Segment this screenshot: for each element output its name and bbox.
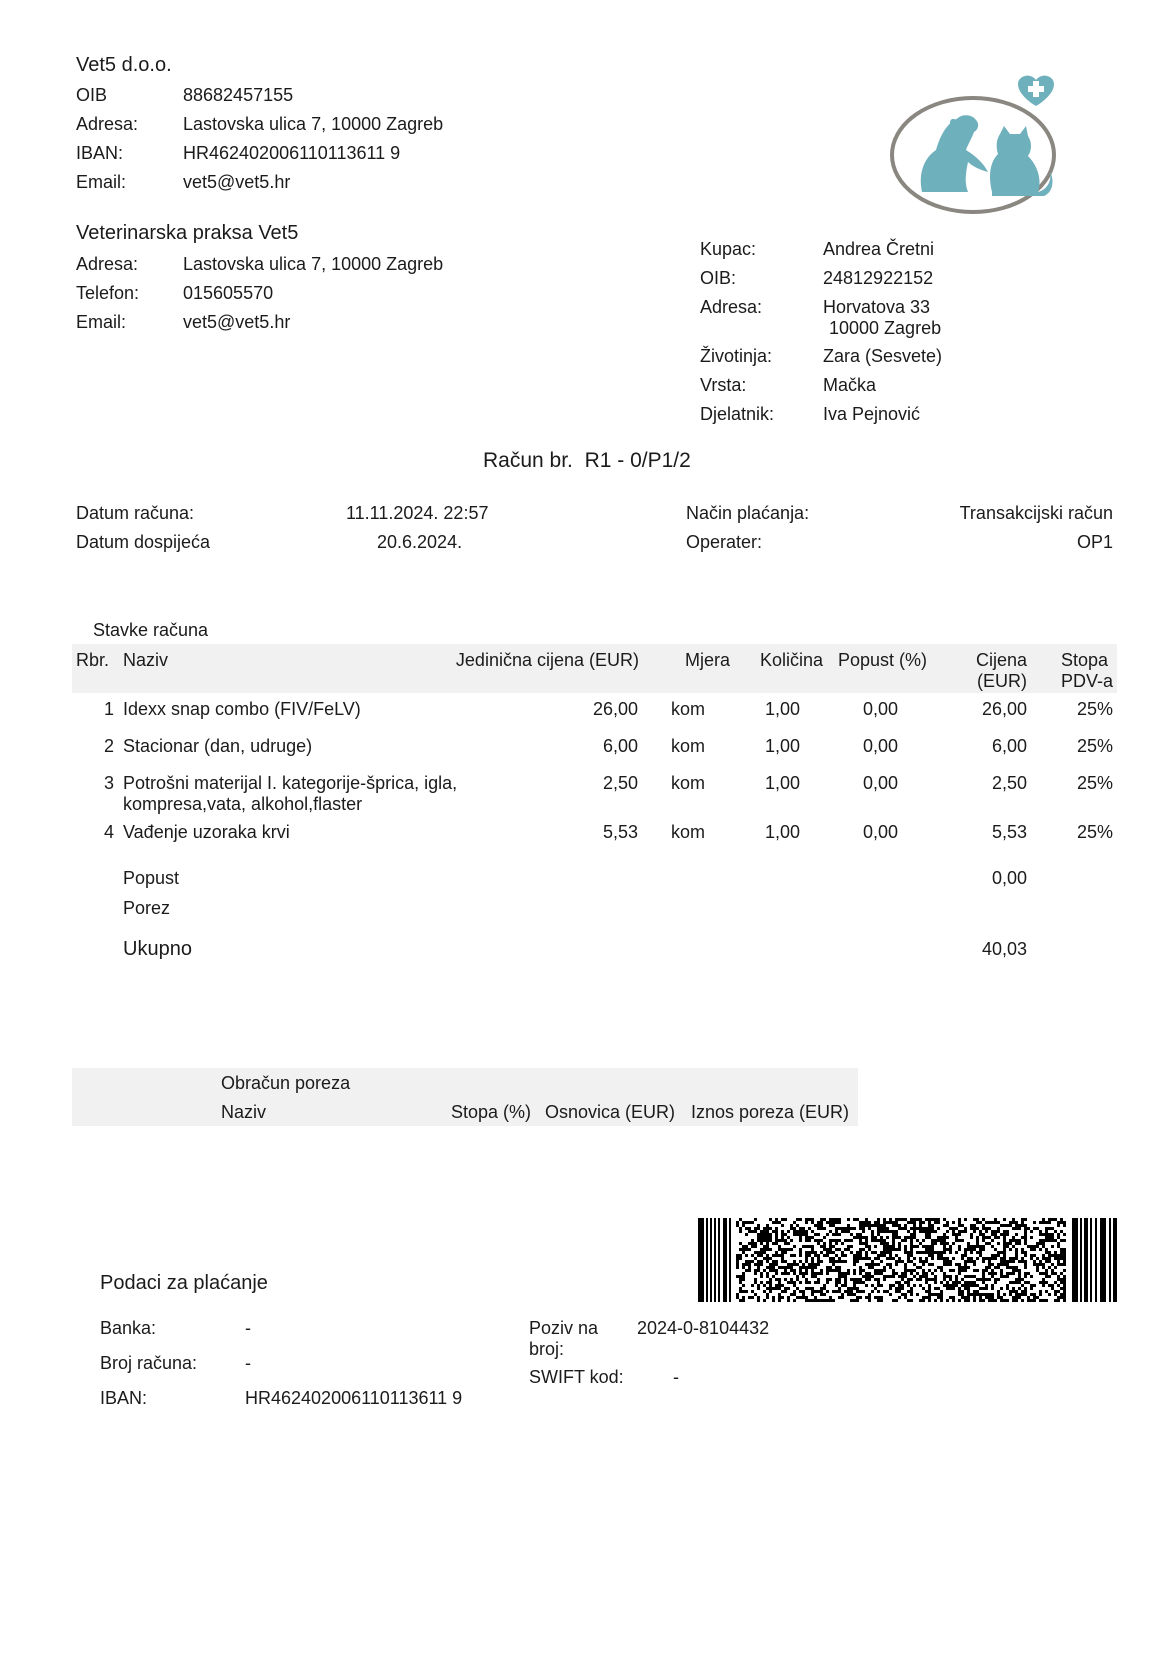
dog-cat-logo-icon (888, 74, 1063, 216)
operator-label: Operater: (686, 532, 763, 552)
discount-total-label: Popust (123, 868, 180, 888)
discount-total-value: 0,00 (991, 868, 1027, 888)
row-rbr: 3 (103, 773, 114, 793)
customer-name-label: Kupac: (700, 239, 757, 259)
invoice-title (483, 449, 691, 473)
col-header-unit-price: Jedinična cijena (EUR) (455, 650, 639, 670)
payment-iban-value: HR462402006110113611 9 (245, 1388, 463, 1408)
row-price: 26,00 (981, 699, 1027, 719)
row-quantity: 1,00 (765, 773, 801, 793)
row-naziv-line2: kompresa,vata, alkohol,flaster (123, 794, 363, 814)
reference-label-line2: broj: (529, 1339, 565, 1359)
swift-value: - (673, 1367, 679, 1387)
company-address-label: Adresa: (76, 114, 139, 134)
company-iban-value: HR462402006110113611 9 (183, 143, 401, 163)
customer-address-label: Adresa: (700, 297, 763, 317)
invoice-due-label: Datum dospijeća (76, 532, 211, 552)
row-price: 2,50 (991, 773, 1027, 793)
row-unit: kom (671, 736, 706, 756)
practice-email-label: Email: (76, 312, 127, 332)
invoice-title-prefix: Račun br. (483, 449, 573, 472)
row-unit: kom (671, 773, 706, 793)
row-naziv: Idexx snap combo (FIV/FeLV) (123, 699, 361, 719)
company-oib-label: OIB (76, 85, 108, 105)
company-oib-value: 88682457155 (183, 85, 294, 105)
tax-col-naziv: Naziv (221, 1102, 267, 1122)
reference-value: 2024-0-8104432 (637, 1318, 770, 1338)
swift-label: SWIFT kod: (529, 1367, 624, 1387)
account-number-label: Broj računa: (100, 1353, 198, 1373)
grand-total-value: 40,03 (981, 939, 1027, 959)
account-number-value: - (245, 1353, 251, 1373)
bank-value: - (245, 1318, 251, 1338)
payment-method-label: Način plaćanja: (686, 503, 810, 523)
row-naziv: Vađenje uzoraka krvi (123, 822, 290, 842)
row-rbr: 1 (103, 699, 114, 719)
row-vat: 25% (1076, 699, 1113, 719)
row-quantity: 1,00 (765, 699, 801, 719)
col-header-vat-line1: Stopa (1060, 650, 1108, 670)
tax-col-base: Osnovica (EUR) (545, 1102, 676, 1122)
invoice-number: R1 - 0/P1/2 (584, 449, 691, 472)
row-unit: kom (671, 822, 706, 842)
row-naziv: Stacionar (dan, udruge) (123, 736, 313, 756)
company-iban-label: IBAN: (76, 143, 124, 163)
customer-employee-value: Iva Pejnović (823, 404, 921, 424)
practice-address-label: Adresa: (76, 254, 139, 274)
payment-section-title: Podaci za plaćanje (100, 1272, 268, 1294)
row-discount: 0,00 (863, 736, 899, 756)
tax-col-amount: Iznos poreza (EUR) (691, 1102, 850, 1122)
row-price: 6,00 (991, 736, 1027, 756)
row-naziv: Potrošni materijal I. kategorije-šprica, igla, (123, 773, 458, 793)
items-section-title: Stavke računa (93, 620, 209, 640)
payment-method-value: Transakcijski račun (959, 503, 1113, 523)
customer-address-line1: Horvatova 33 (823, 297, 931, 317)
col-header-rbr: Rbr. (76, 650, 110, 670)
row-quantity: 1,00 (765, 822, 801, 842)
customer-animal-value: Zara (Sesvete) (823, 346, 943, 366)
row-unit-price: 26,00 (592, 699, 638, 719)
grand-total-label: Ukupno (123, 938, 192, 960)
company-address-value: Lastovska ulica 7, 10000 Zagreb (183, 114, 444, 134)
row-discount: 0,00 (863, 822, 899, 842)
practice-email-value: vet5@vet5.hr (183, 312, 291, 332)
reference-label-line1: Poziv na (529, 1318, 599, 1338)
customer-name-value: Andrea Čretni (823, 239, 935, 259)
col-header-price-line2: (EUR) (977, 671, 1027, 691)
payment-iban-label: IBAN: (100, 1388, 148, 1408)
practice-phone-value: 015605570 (183, 283, 274, 303)
col-header-unit: Mjera (685, 650, 731, 670)
row-unit-price: 6,00 (602, 736, 638, 756)
tax-col-rate: Stopa (%) (451, 1102, 532, 1122)
operator-value: OP1 (1076, 532, 1113, 552)
customer-species-label: Vrsta: (700, 375, 747, 395)
customer-oib-value: 24812922152 (823, 268, 934, 288)
col-header-naziv: Naziv (123, 650, 169, 670)
col-header-price-line1: Cijena (975, 650, 1027, 670)
pdf417-barcode-icon (698, 1218, 1118, 1302)
row-quantity: 1,00 (765, 736, 801, 756)
row-unit: kom (671, 699, 706, 719)
row-vat: 25% (1076, 773, 1113, 793)
bank-label: Banka: (100, 1318, 157, 1338)
customer-animal-label: Životinja: (700, 346, 773, 366)
company-email-value: vet5@vet5.hr (183, 172, 291, 192)
row-rbr: 2 (103, 736, 114, 756)
row-price: 5,53 (991, 822, 1027, 842)
invoice-date-label: Datum računa: (76, 503, 195, 523)
company-name: Vet5 d.o.o. (76, 54, 172, 76)
row-rbr: 4 (103, 822, 114, 842)
tax-section-title: Obračun poreza (221, 1073, 351, 1093)
customer-address-line2: 10000 Zagreb (829, 318, 942, 338)
invoice-date-value: 11.11.2024. 22:57 (346, 503, 489, 523)
row-unit-price: 2,50 (602, 773, 638, 793)
row-vat: 25% (1076, 736, 1113, 756)
customer-oib-label: OIB: (700, 268, 737, 288)
col-header-discount: Popust (%) (838, 650, 928, 670)
row-discount: 0,00 (863, 699, 899, 719)
practice-phone-label: Telefon: (76, 283, 140, 303)
row-vat: 25% (1076, 822, 1113, 842)
practice-name: Veterinarska praksa Vet5 (76, 222, 299, 244)
tax-total-label: Porez (123, 898, 171, 918)
col-header-vat-line2: PDV-a (1060, 671, 1113, 691)
company-email-label: Email: (76, 172, 127, 192)
row-discount: 0,00 (863, 773, 899, 793)
row-unit-price: 5,53 (602, 822, 638, 842)
col-header-quantity: Količina (760, 650, 824, 670)
invoice-due-value: 20.6.2024. (377, 532, 463, 552)
practice-address-value: Lastovska ulica 7, 10000 Zagreb (183, 254, 444, 274)
customer-employee-label: Djelatnik: (700, 404, 775, 424)
customer-species-value: Mačka (823, 375, 877, 395)
